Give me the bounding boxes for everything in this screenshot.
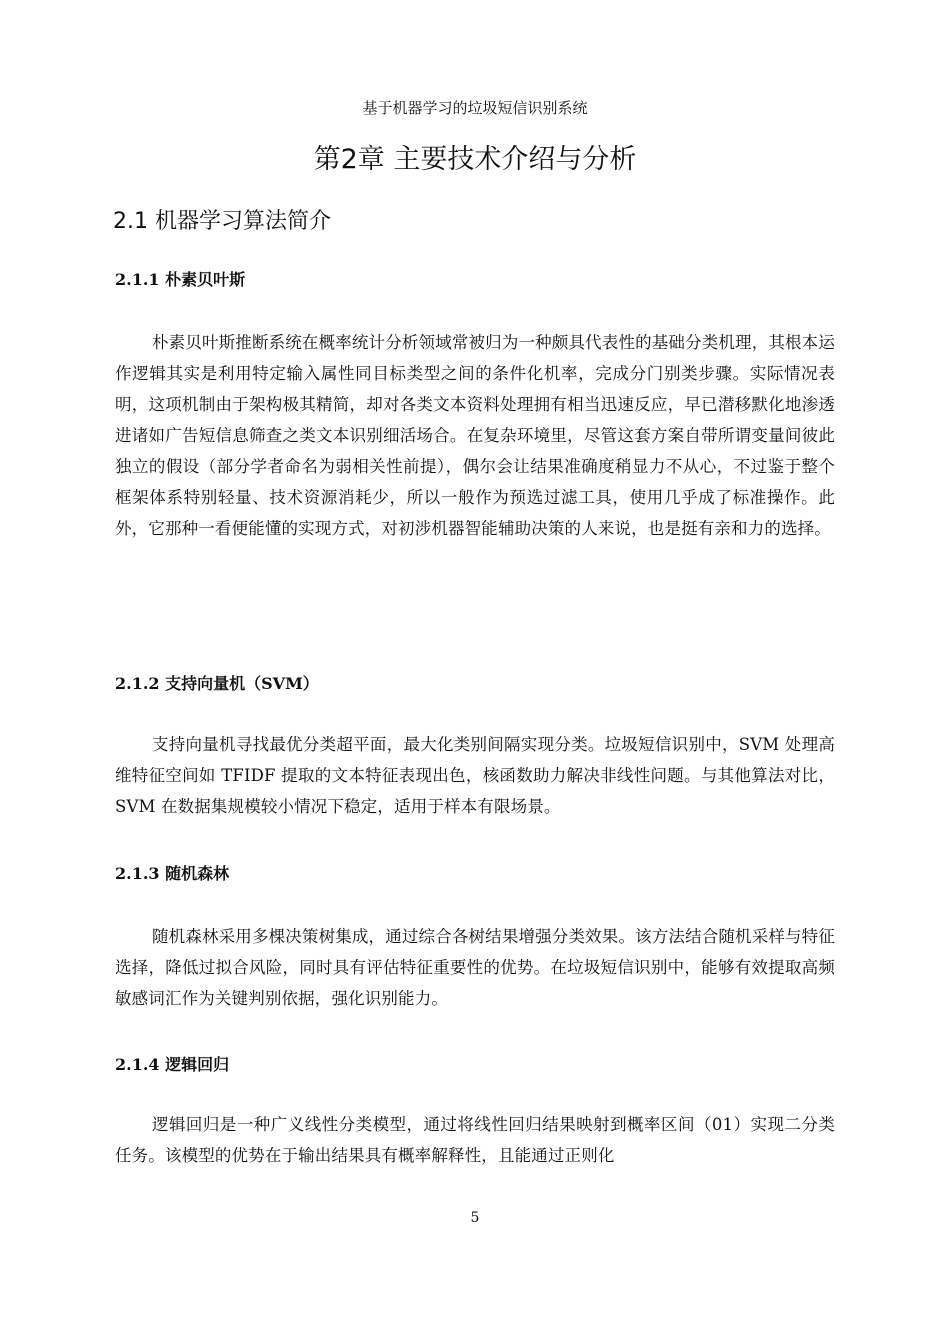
paragraph-random-forest: 随机森林采用多棵决策树集成，通过综合各树结果增强分类效果。该方法结合随机采样与特征选择，降低过拟合风险，同时具有评估特征重要性的优势。在垃圾短信识别中，能够有效提取高频敏感词汇作为关键判别依据，强化识别能力。 xyxy=(115,927,835,1008)
paragraph-logistic-regression: 逻辑回归是一种广义线性分类模型，通过将线性回归结果映射到概率区间（01）实现二分类任务。该模型的优势在于输出结果具有概率解释性，且能通过正则化 xyxy=(115,1115,835,1165)
subsection-title-svm: 2.1.2 支持向量机（SVM） xyxy=(115,674,319,693)
running-header: 基于机器学习的垃圾短信识别系统 xyxy=(362,99,588,117)
page-number: 5 xyxy=(470,1210,480,1226)
subsection-title-logistic-regression: 2.1.4 逻辑回归 xyxy=(115,1055,230,1074)
subsection-title-random-forest: 2.1.3 随机森林 xyxy=(115,864,230,883)
subsection-title-naive-bayes: 2.1.1 朴素贝叶斯 xyxy=(115,270,246,289)
paragraph-naive-bayes: 朴素贝叶斯推断系统在概率统计分析领域常被归为一种颇具代表性的基础分类机理，其根本运作逻辑其实是利用特定输入属性同目标类型之间的条件化机率，完成分门别类步骤。实际情况表明，这项机制由于架构极其精简，却对各类文本资料处理拥有相当迅速反应，早已潜移默化地渗透进诸如广告短信息筛查之类文本识别细活场合。在复杂环境里，尽管这套方案自带所谓变量间彼此独立的假设（部分学者命名为弱相关性前提），偶尔会让结果准确度稍显力不从心，不过鉴于整个框架体系特别轻量、技术资源消耗少，所以一般作为预选过滤工具，使用几乎成了标准操作。此外，它那种一看便能懂的实现方式，对初涉机器智能辅助决策的人来说，也是挺有亲和力的选择。 xyxy=(115,333,835,538)
paragraph-svm: 支持向量机寻找最优分类超平面，最大化类别间隔实现分类。垃圾短信识别中，SVM 处理高维特征空间如 TFIDF 提取的文本特征表现出色，核函数助力解决非线性问题。与其他算法对比，SVM 在数据集规模较小情况下稳定，适用于样本有限场景。 xyxy=(115,735,835,816)
section-title: 2.1 机器学习算法简介 xyxy=(113,209,331,234)
chapter-title: 第2章 主要技术介绍与分析 xyxy=(313,144,637,175)
